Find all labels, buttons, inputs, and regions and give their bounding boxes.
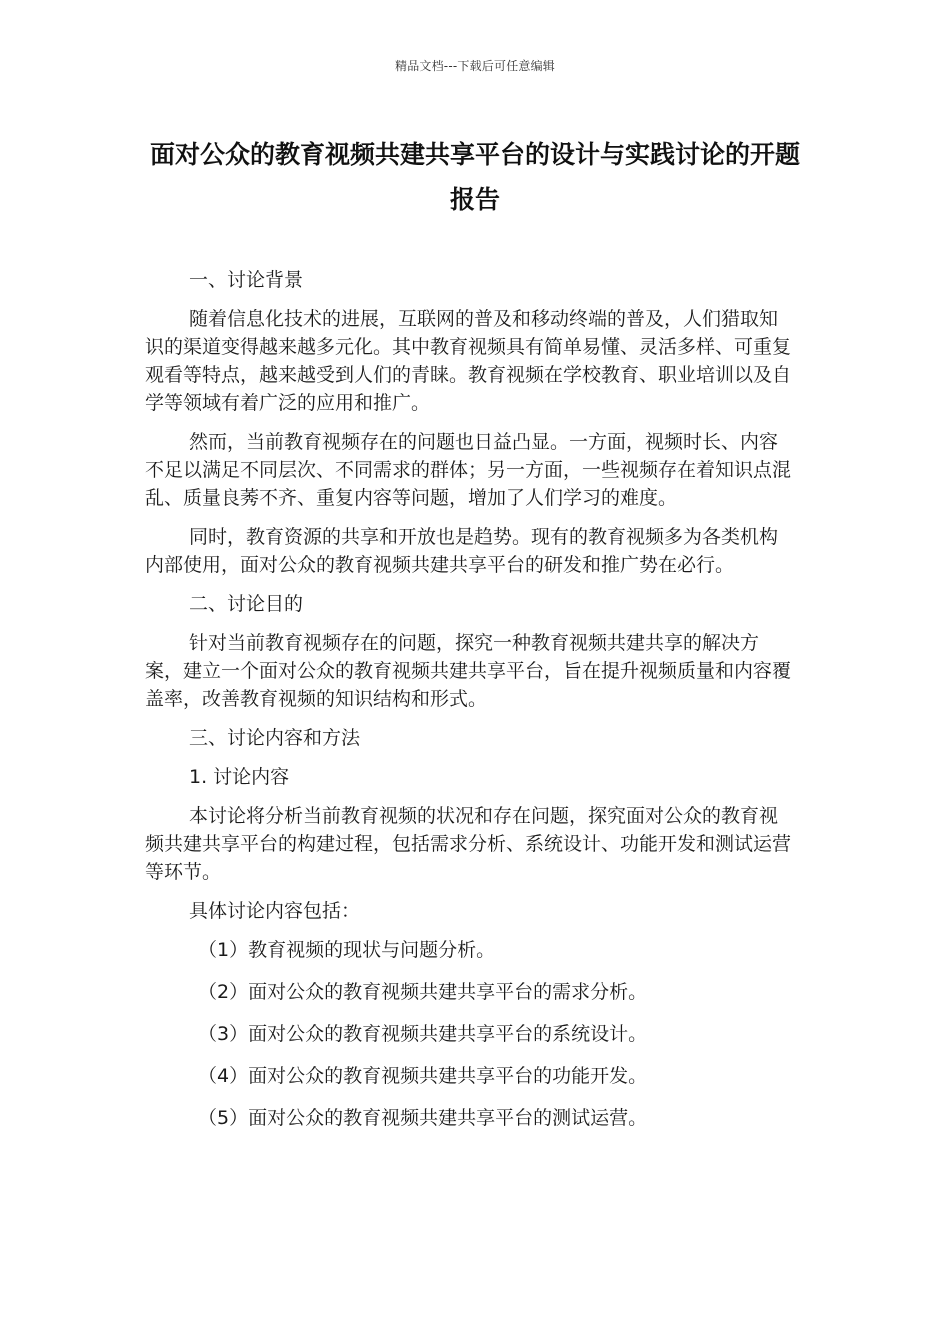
section-heading-purpose: 二、讨论目的 [189,593,304,615]
paragraph: 然而，当前教育视频存在的问题也日益凸显。一方面，视频时长、内容不足以满足不同层次、不同需求的群体；另一方面，一些视频存在着知识点混乱、质量良莠不齐、重复内容等问题，增加了人们学习的难度。 [145,431,792,509]
list-item: （2）面对公众的教育视频共建共享平台的需求分析。 [198,981,648,1003]
list-item: （3）面对公众的教育视频共建共享平台的系统设计。 [198,1023,648,1045]
document-body [145,266,795,1146]
paragraph: 同时，教育资源的共享和开放也是趋势。现有的教育视频多为各类机构内部使用，面对公众的教育视频共建共享平台的研发和推广势在必行。 [145,526,779,576]
subsection-heading: 1. 讨论内容 [189,766,290,788]
section-heading-content-method: 三、讨论内容和方法 [189,727,361,749]
header-note: 精品文档---下载后可任意编辑 [395,59,555,73]
paragraph: 随着信息化技术的进展，互联网的普及和移动终端的普及，人们猎取知识的渠道变得越来越多元化。其中教育视频具有简单易懂、灵活多样、可重复观看等特点，越来越受到人们的青睐。教育视频在学校教育、职业培训以及自学等领域有着广泛的应用和推广。 [145,308,792,414]
list-item: （1）教育视频的现状与问题分析。 [198,939,496,961]
list-item: （5）面对公众的教育视频共建共享平台的测试运营。 [198,1107,648,1129]
paragraph: 针对当前教育视频存在的问题，探究一种教育视频共建共享的解决方案，建立一个面对公众的教育视频共建共享平台，旨在提升视频质量和内容覆盖率，改善教育视频的知识结构和形式。 [145,632,792,710]
document-title: 面对公众的教育视频共建共享平台的设计与实践讨论的开题报告 [149,140,800,214]
section-heading-background: 一、讨论背景 [189,269,304,291]
paragraph: 本讨论将分析当前教育视频的状况和存在问题，探究面对公众的教育视频共建共享平台的构建过程，包括需求分析、系统设计、功能开发和测试运营等环节。 [145,805,792,883]
list-item: （4）面对公众的教育视频共建共享平台的功能开发。 [198,1065,648,1087]
paragraph: 具体讨论内容包括： [189,900,361,922]
